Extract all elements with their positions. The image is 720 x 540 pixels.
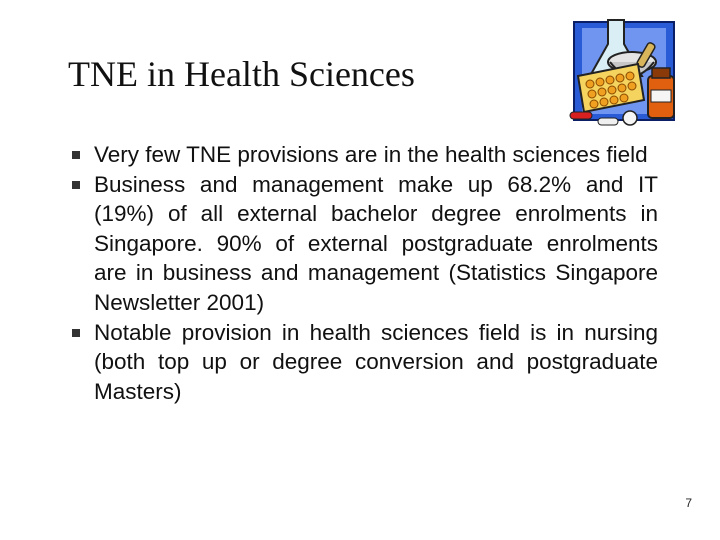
bullet-text: Very few TNE provisions are in the health sciences field	[94, 142, 648, 167]
bullet-text: Notable provision in health sciences field is in nursing (both top up or degree conversion and postgraduate Masters)	[94, 319, 658, 404]
square-bullet-icon	[72, 329, 80, 337]
page-number: 7	[685, 496, 692, 510]
square-bullet-icon	[72, 151, 80, 159]
bullet-list	[72, 140, 658, 406]
medicine-pills-flask-icon	[568, 14, 682, 130]
bullet-item	[72, 318, 658, 407]
square-bullet-icon	[72, 181, 80, 189]
bullet-text: Business and management make up 68.2% and IT (19%) of all external bachelor degree enrolments in Singapore. 90% of external postgraduate enrolments are in business and management (Statistics Singapore Newsletter 2001)	[94, 171, 658, 315]
bullet-item	[72, 170, 658, 318]
bullet-item	[72, 140, 658, 170]
slide-title: TNE in Health Sciences	[68, 54, 415, 94]
